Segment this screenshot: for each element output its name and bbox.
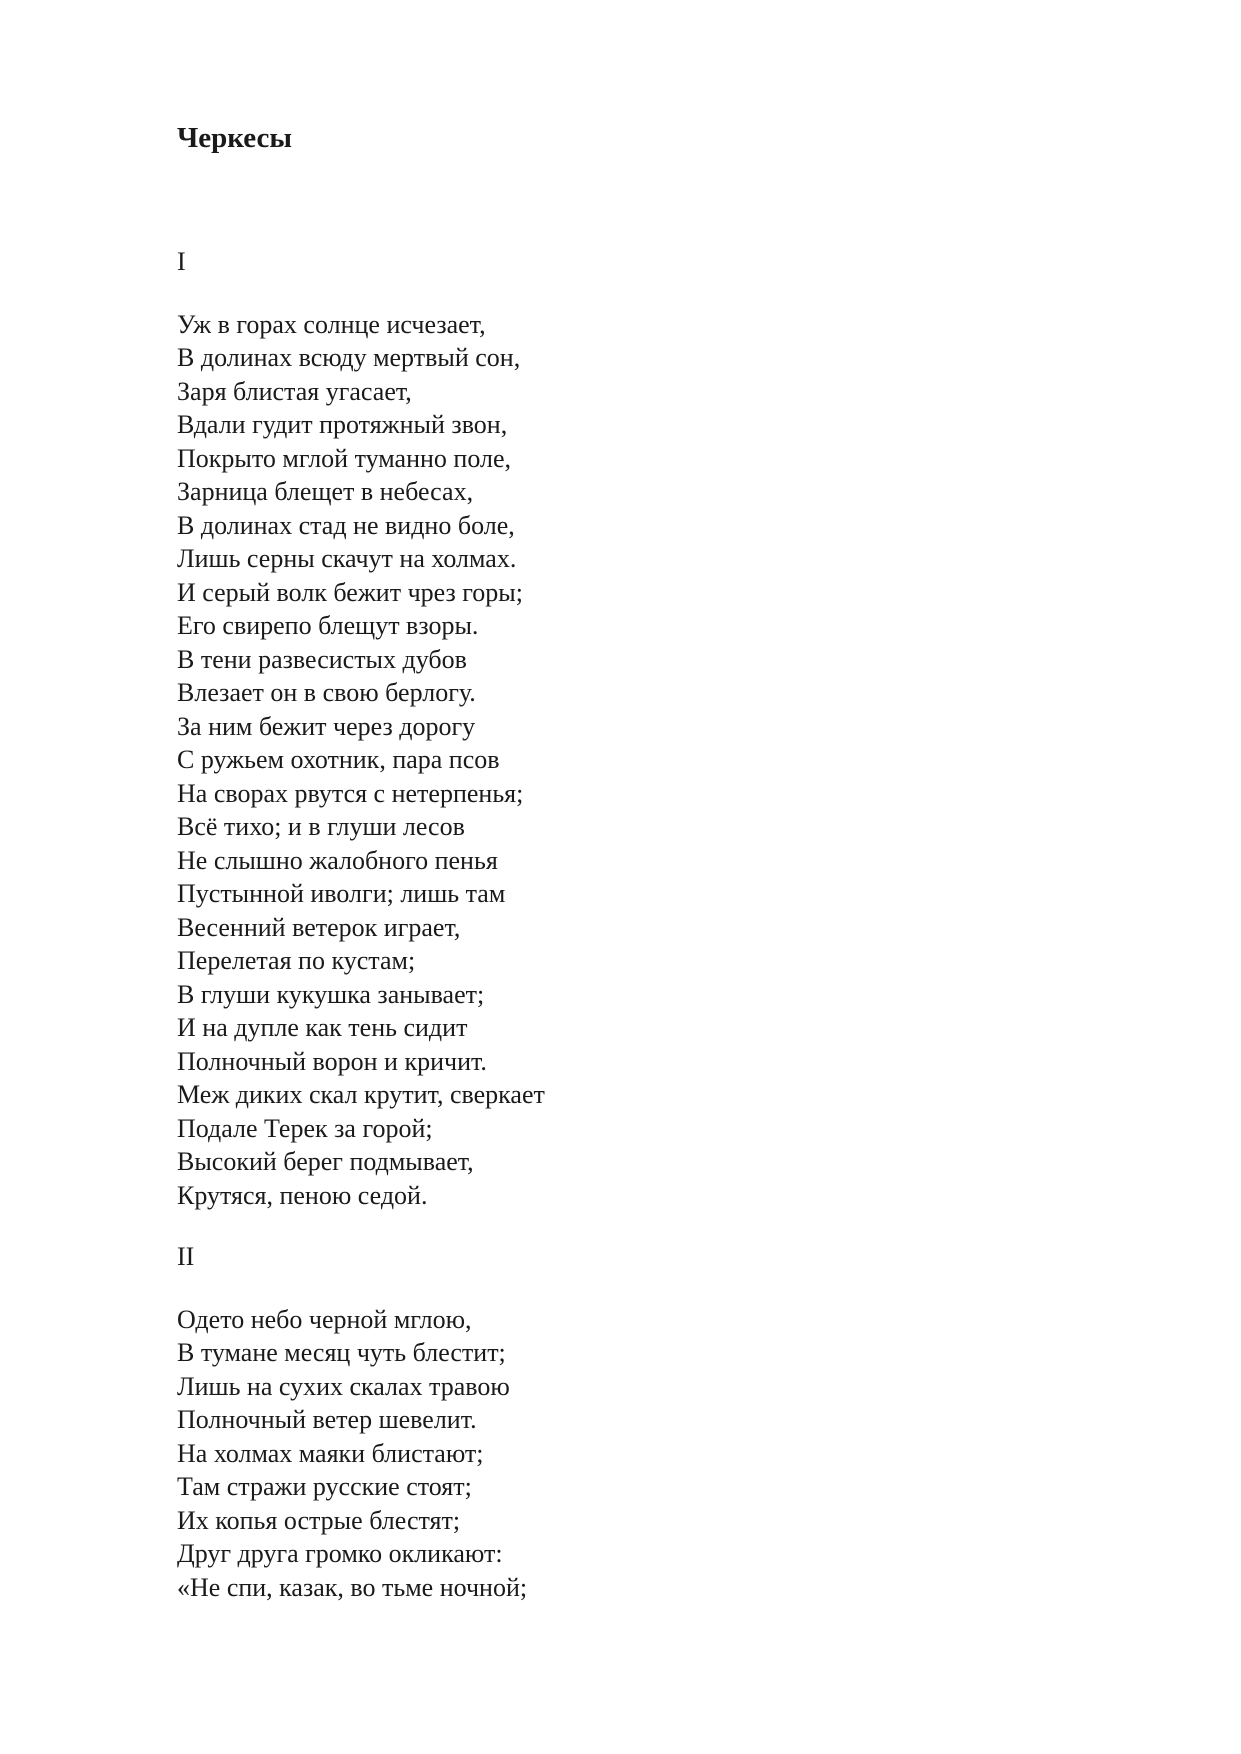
poem-line: На сворах рвутся с нетерпенья; xyxy=(177,778,524,808)
poem-line: Весенний ветерок играет, xyxy=(177,912,461,942)
poem-line: С ружьем охотник, пара псов xyxy=(177,745,500,774)
poem-line: Высокий берег подмывает, xyxy=(177,1147,474,1176)
poem-line: Его свирепо блещут взоры. xyxy=(177,611,479,640)
poem-section-1 xyxy=(177,245,545,1212)
poem-line: Меж диких скал крутит, сверкает xyxy=(177,1080,545,1109)
stanza-lines xyxy=(177,308,545,1213)
poem-line: Вдали гудит протяжный звон, xyxy=(177,410,508,439)
poem-line: Заря блистая угасает, xyxy=(177,376,412,406)
poem-line: Пустынной иволги; лишь там xyxy=(177,879,506,908)
poem-line: Друг друга громко окликают: xyxy=(177,1539,503,1568)
stanza-lines xyxy=(177,1303,527,1605)
poem-line: Их копья острые блестят; xyxy=(177,1505,461,1535)
poem-section-2 xyxy=(177,1240,527,1604)
poem-line: В долинах всюду мертвый сон, xyxy=(177,343,521,372)
poem-line: Лишь серны скачут на холмах. xyxy=(177,544,517,573)
poem-line: Зарница блещет в небесах, xyxy=(177,477,474,506)
poem-line: И серый волк бежит чрез горы; xyxy=(177,577,523,607)
poem-line: Подале Терек за горой; xyxy=(177,1113,433,1143)
poem-line: Уж в горах солнце исчезает, xyxy=(177,309,486,339)
poem-line: Полночный ветер шевелит. xyxy=(177,1405,477,1434)
poem-line: Покрыто мглой туманно поле, xyxy=(177,443,511,473)
poem-line: За ним бежит через дорогу xyxy=(177,711,476,741)
poem-line: Там стражи русские стоят; xyxy=(177,1472,472,1501)
poem-title: Черкесы xyxy=(177,122,293,154)
poem-line: Не слышно жалобного пенья xyxy=(177,845,498,875)
poem-line: На холмах маяки блистают; xyxy=(177,1438,484,1468)
poem-line: Полночный ворон и кричит. xyxy=(177,1046,487,1076)
poem-line: В тени развесистых дубов xyxy=(177,644,467,674)
poem-line: Всё тихо; и в глуши лесов xyxy=(177,812,465,841)
section-numeral: I xyxy=(177,247,186,276)
section-numeral: II xyxy=(177,1242,195,1271)
poem-line: Влезает он в свою берлогу. xyxy=(177,678,476,707)
poem-line: Крутяся, пеною седой. xyxy=(177,1180,428,1210)
poem-line: Лишь на сухих скалах травою xyxy=(177,1371,510,1401)
poem-line: Одето небо черной мглою, xyxy=(177,1304,472,1334)
poem-line: В глуши кукушка занывает; xyxy=(177,979,485,1009)
poem-line: И на дупле как тень сидит xyxy=(177,1013,468,1042)
poem-line: В тумане месяц чуть блестит; xyxy=(177,1338,506,1367)
poem-line: В долинах стад не видно боле, xyxy=(177,510,515,540)
poem-line: Перелетая по кустам; xyxy=(177,946,416,975)
poem-line: «Не спи, казак, во тьме ночной; xyxy=(177,1572,528,1602)
